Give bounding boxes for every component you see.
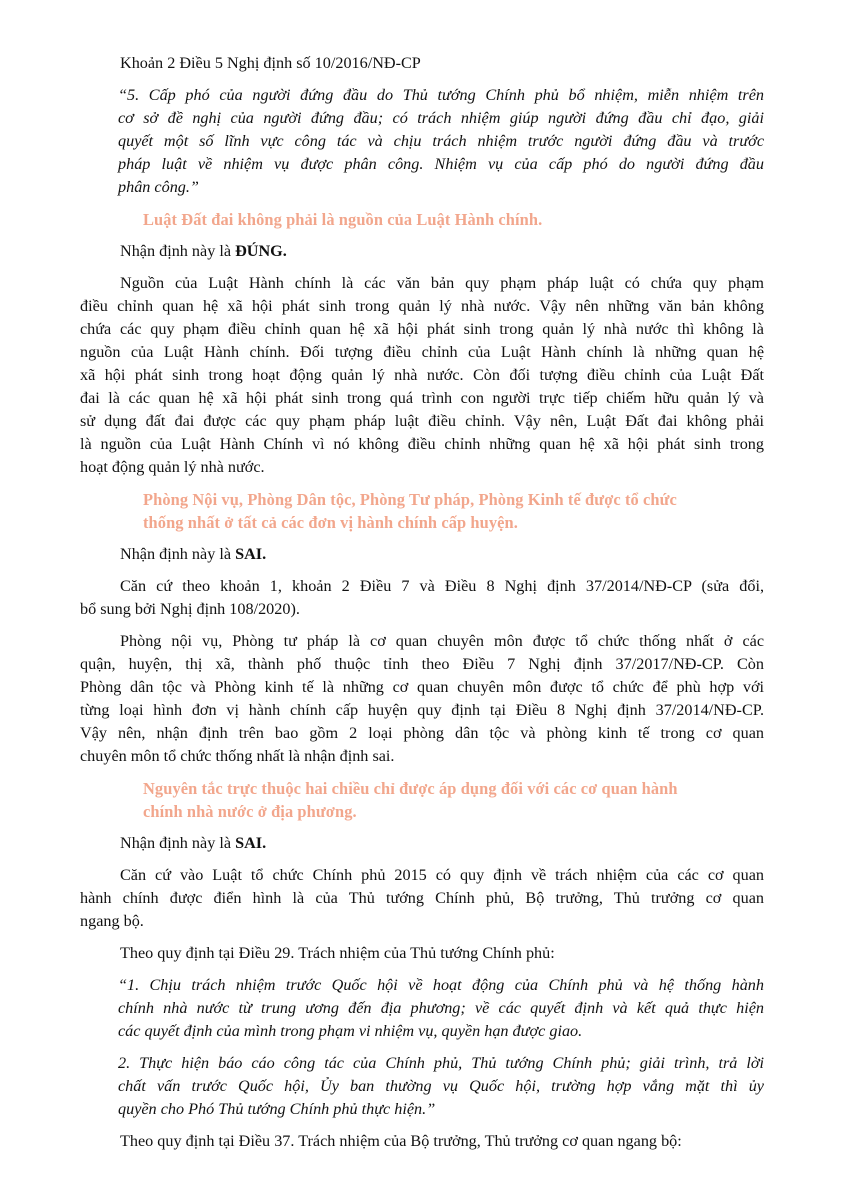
verdict-prefix: Nhận định này là <box>120 242 236 260</box>
quote-line: “5. Cấp phó của người đứng đầu do Thủ tướng Chính phủ bổ nhiệm, miễn nhiệm trên <box>118 86 764 104</box>
quote-line: quyết một số lĩnh vực công tác và chịu trách nhiệm trước người đứng đầu và trước <box>118 132 764 150</box>
explanation-paragraph <box>80 864 764 933</box>
statement-heading <box>80 208 764 231</box>
quote-line: phân công.” <box>118 178 199 196</box>
para-line: bổ sung bởi Nghị định 108/2020). <box>80 600 300 618</box>
para-line: Căn cứ theo khoản 1, khoản 2 Điều 7 và Điều 8 Nghị định 37/2014/NĐ-CP (sửa đổi, <box>120 577 764 595</box>
heading-line: chính nhà nước ở địa phương. <box>143 802 357 821</box>
explanation-paragraph <box>80 1130 764 1153</box>
para-line: xã hội phát sinh trong hoạt động quản lý nhà nước. Còn đối tượng điều chỉnh của Luật Đất <box>80 366 764 384</box>
explanation-paragraph <box>80 942 764 965</box>
explanation-paragraph <box>80 630 764 768</box>
verdict-line <box>80 832 764 855</box>
para-line: Nguồn của Luật Hành chính là các văn bản quy phạm pháp luật có chứa quy phạm <box>120 274 764 292</box>
verdict-value: SAI. <box>235 834 267 852</box>
para-line: đai là các quan hệ xã hội phát sinh trong quá trình con người trực tiếp chiếm hữu quản lý và <box>80 389 764 407</box>
heading-line: Nguyên tắc trực thuộc hai chiều chỉ được áp dụng đối với các cơ quan hành <box>143 779 678 798</box>
para-line: hành chính được điển hình là của Thủ tướng Chính phủ, Bộ trưởng, Thủ trưởng cơ quan <box>80 889 764 907</box>
explanation-paragraph <box>80 575 764 621</box>
para-line: quận, huyện, thị xã, thành phố thuộc tỉnh theo Điều 7 Nghị định 37/2017/NĐ-CP. Còn <box>80 655 764 673</box>
quote-line: “1. Chịu trách nhiệm trước Quốc hội về hoạt động của Chính phủ và hệ thống hành <box>118 976 764 994</box>
para-line: nguồn của Luật Hành chính. Đối tượng điều chỉnh của Luật Hành chính là những quan hệ <box>80 343 764 361</box>
heading-line: Luật Đất đai không phải là nguồn của Luật Hành chính. <box>143 210 543 229</box>
para-line: chứa các quy phạm điều chỉnh quan hệ xã hội phát sinh trong quản lý nhà nước thì không là <box>80 320 764 338</box>
verdict-value: SAI. <box>235 545 267 563</box>
para-line: là nguồn của Luật Hành Chính vì nó không điều chỉnh những quan hệ xã hội phát sinh trong <box>80 435 764 453</box>
quote-line: chính nhà nước từ trung ương đến địa phương; về các quyết định và kết quả thực hiện <box>118 999 764 1017</box>
section-title: Khoản 2 Điều 5 Nghị định số 10/2016/NĐ-CP <box>120 54 421 72</box>
para-line: điều chỉnh quan hệ xã hội phát sinh trong quản lý nhà nước. Vậy nên những văn bản không <box>80 297 764 315</box>
document-page <box>80 52 764 1162</box>
para-line: Căn cứ vào Luật tổ chức Chính phủ 2015 có quy định về trách nhiệm của các cơ quan <box>120 866 764 884</box>
para-line: ngang bộ. <box>80 912 144 930</box>
section-title-block <box>80 52 764 75</box>
explanation-paragraph <box>80 272 764 479</box>
verdict-prefix: Nhận định này là <box>120 545 236 563</box>
quote-line: các quyết định của mình trong phạm vi nhiệm vụ, quyền hạn được giao. <box>118 1022 583 1040</box>
quote-line: cơ sở đề nghị của người đứng đầu; có trách nhiệm giúp người đứng đầu chỉ đạo, giải <box>118 109 764 127</box>
para-line: Vậy nên, nhận định trên bao gồm 2 loại phòng dân tộc và phòng kinh tế trong cơ quan <box>80 724 764 742</box>
verdict-prefix: Nhận định này là <box>120 834 236 852</box>
quote-block <box>80 84 764 199</box>
quote-line: pháp luật về nhiệm vụ được phân công. Nhiệm vụ của cấp phó do người đứng đầu <box>118 155 764 173</box>
verdict-line <box>80 240 764 263</box>
para-line: Theo quy định tại Điều 29. Trách nhiệm của Thủ tướng Chính phủ: <box>120 944 555 962</box>
quote-line: 2. Thực hiện báo cáo công tác của Chính phủ, Thủ tướng Chính phủ; giải trình, trả lời <box>118 1054 764 1072</box>
para-line: Phòng dân tộc và Phòng kinh tế là những cơ quan chuyên môn được tổ chức để phù hợp với <box>80 678 764 696</box>
para-line: chuyên môn tổ chức thống nhất là nhận định sai. <box>80 747 395 765</box>
statement-heading <box>80 777 764 823</box>
para-line: Theo quy định tại Điều 37. Trách nhiệm của Bộ trưởng, Thủ trưởng cơ quan ngang bộ: <box>120 1132 682 1150</box>
heading-line: thống nhất ở tất cả các đơn vị hành chính cấp huyện. <box>143 513 518 532</box>
heading-line: Phòng Nội vụ, Phòng Dân tộc, Phòng Tư pháp, Phòng Kinh tế được tổ chức <box>143 490 677 509</box>
statement-heading <box>80 488 764 534</box>
quote-line: quyền cho Phó Thủ tướng Chính phủ thực hiện.” <box>118 1100 436 1118</box>
para-line: Phòng nội vụ, Phòng tư pháp là cơ quan chuyên môn được tổ chức thống nhất ở các <box>120 632 764 650</box>
quote-block <box>80 974 764 1043</box>
quote-block <box>80 1052 764 1121</box>
quote-line: chất vấn trước Quốc hội, Ủy ban thường vụ Quốc hội, trường hợp vắng mặt thì ủy <box>118 1077 764 1095</box>
para-line: từng loại hình đơn vị hành chính cấp huyện quy định tại Điều 8 Nghị định 37/2014/NĐ-CP. <box>80 701 764 719</box>
para-line: sử dụng đất đai được các quy phạm pháp luật điều chỉnh. Vậy nên, Luật Đất đai không phải <box>80 412 764 430</box>
para-line: hoạt động quản lý nhà nước. <box>80 458 265 476</box>
verdict-line <box>80 543 764 566</box>
verdict-value: ĐÚNG. <box>235 242 287 260</box>
